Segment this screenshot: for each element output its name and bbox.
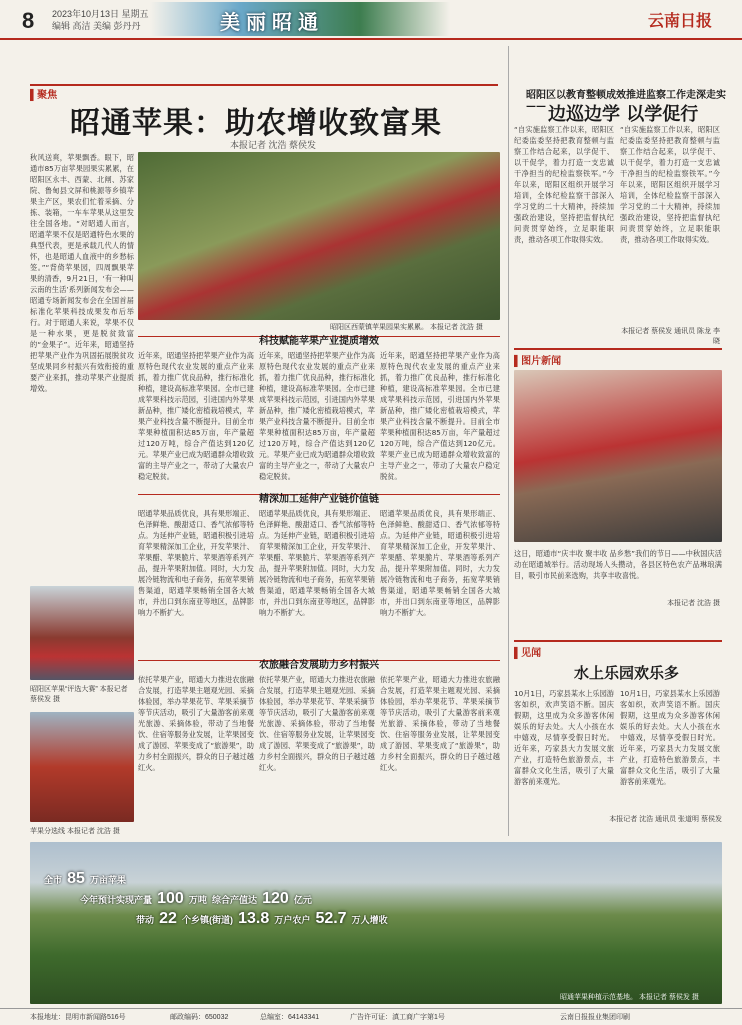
body-col-2c: 昭通苹果品质优良，具有果形端正、色泽鲜艳、酸甜适口、香气浓郁等特点。为延伸产业链，昭通积极引进培育苹果精深加工企业，开发苹果汁、苹果醋、苹果脆片、苹果酒等系列产品，提升苹果附加值。同时，大力发展冷链物流和电子商务，拓宽苹果销售渠道，昭通苹果畅销全国各大城市，并出口到东南亚等地区，品牌影响力不断扩大。	[380, 509, 500, 617]
footer-printer: 云南日报报业集团印刷	[560, 1014, 630, 1021]
body-col-3c: 依托苹果产业，昭通大力推进农旅融合发展，打造苹果主题观光园、采摘体验园，举办苹果花节、苹果采摘节等节庆活动，吸引了大量游客前来观光旅游、采摘体验，带动了当地餐饮、住宿等服务业发展，让苹果园变成了游园、苹果变成了“旅游果”，助力乡村全面振兴，群众的日子越过越红火。	[380, 675, 500, 772]
subheading-2: 精深加工延伸产业链价值链	[259, 494, 379, 505]
subheading-1: 科技赋能苹果产业提质增效	[259, 336, 379, 347]
section-tag: ▌聚焦	[30, 90, 58, 101]
page-footer	[0, 1008, 742, 1025]
photo-caption: 昭阳区苹果“评选大赛” 本报记者 蔡侯发 摄	[30, 686, 128, 703]
jianwen-byline: 本报记者 沈浩 通讯员 张道明 蔡侯发	[609, 816, 722, 823]
apple-orchard-photo	[138, 152, 500, 320]
footer-address: 本报地址：昆明市新闻路516号	[30, 1014, 126, 1021]
column-divider	[508, 46, 509, 836]
divider	[514, 640, 722, 642]
stats-overlay: 全市 85 万亩苹果 今年预计实现产量 100 万吨 综合产值达 120 亿元 带动 22 个乡镇(街道) 13.8 万户农户 52.7 万人增收	[44, 870, 388, 927]
stat-value: 120	[262, 890, 289, 907]
lead-column: 秋风送爽，苹果飘香。眼下，昭通市85万亩苹果园果实累累，在昭阳区永丰、西蒙、北闸、苏家院、鲁甸县文屏和桃源等乡镇苹果主产区，果农们忙着采摘、分拣、装箱，一车车苹果从这里发往全国各地。“对昭通人而言，昭通苹果不仅是昭通特色水果的典型代表，更是承载几代人的情怀，也是昭通人血液中的乡愁标签。”“背倚苹果园，四周飘果苹果的清香，9月21日，‘有一种叫云南的生活’系列新闻发布会——昭通专场新闻发布会在全国首届标准化苹果科技成果发布后举行。对于昭通人来说，苹果不仅是一种水果，更是脱贫致富的“金果子”。近年来，昭通坚持把苹果产业作为巩固拓展脱贫攻坚成果同乡村振兴有效衔接的重要产业来抓，推动苹果产业提质增效。	[30, 153, 134, 393]
right-body-b: “自实施监察工作以来，昭阳区纪委监委坚持把教育整顿与监察工作结合起来，以学促干、以干促学，着力打造一支忠诚干净担当的纪检监察铁军。”今年以来，昭阳区组织开展学习培训，全体纪检监察干部深入学习党的二十大精神，持续加强政治建设，坚持把监督执纪问责贯穿始终，立足职能职责，推动各项工作取得实效。	[620, 125, 720, 244]
harvest-festival-photo	[514, 370, 722, 542]
photo-news-tag: ▌图片新闻	[514, 356, 562, 367]
jianwen-body-b: 10月1日，巧家县某水上乐园游客如织，欢声笑语不断。国庆假期，这里成为众多游客休闲娱乐的好去处。大人小孩在水中嬉戏，尽情享受假日时光。近年来，巧家县大力发展文旅产业，打造特色旅游景点，丰富群众文化生活，吸引了大量游客前来观光。	[620, 689, 720, 786]
byline: 本报记者 沈浩 蔡侯发	[230, 140, 317, 150]
photo-news-byline: 本报记者 沈浩 摄	[667, 600, 720, 607]
photo-news-caption: 这日，昭通市“庆丰收 聚丰收 品乡愁”我们的节日——中秋国庆活动在昭通城举行。活动现场人头攒动，各县区特色农产品琳琅满目，吸引市民前来选购，共享丰收喜悦。	[514, 549, 722, 580]
subheading-3: 农旅融合发展助力乡村振兴	[259, 660, 379, 671]
newspaper-logo: 云南日报	[648, 11, 713, 30]
apple-contest-photo	[30, 586, 134, 680]
banner-title: 美丽昭通	[220, 10, 324, 34]
divider	[514, 348, 722, 350]
footer-license: 广告许可证：滇工商广字第1号	[350, 1014, 445, 1021]
body-col-2a: 昭通苹果品质优良，具有果形端正、色泽鲜艳、酸甜适口、香气浓郁等特点。为延伸产业链，昭通积极引进培育苹果精深加工企业，开发苹果汁、苹果醋、苹果脆片、苹果酒等系列产品，提升苹果附加值。同时，大力发展冷链物流和电子商务，拓宽苹果销售渠道，昭通苹果畅销全国各大城市，并出口到东南亚等地区，品牌影响力不断扩大。	[138, 509, 254, 617]
jianwen-tag: ▌见闻	[514, 648, 542, 659]
jianwen-body-a: 10月1日，巧家县某水上乐园游客如织，欢声笑语不断。国庆假期，这里成为众多游客休闲娱乐的好去处。大人小孩在水中嬉戏，尽情享受假日时光。近年来，巧家县大力发展文旅产业，打造特色旅游景点，丰富群众文化生活，吸引了大量游客前来观光。	[514, 689, 614, 786]
footer-phone: 总编室：64143341	[260, 1014, 320, 1021]
photo-caption: 苹果分选线 本报记者 沈浩 摄	[30, 828, 120, 835]
body-col-1a: 近年来，昭通坚持把苹果产业作为高原特色现代农业发展的重点产业来抓，着力推广优良品种，推行标准化种植，建设高标准苹果园。全市已建成苹果科技示范园，引进国内外苹果新品种，推广矮化密植栽培模式，苹果产业科技含量不断提升。目前全市苹果种植面积达85万亩，年产量超过120万吨，综合产值达到120亿元。苹果产业已成为昭通群众增收致富的主导产业之一，带动了大量农户稳定脱贫。	[138, 351, 254, 481]
body-col-2b: 昭通苹果品质优良，具有果形端正、色泽鲜艳、酸甜适口、香气浓郁等特点。为延伸产业链，昭通积极引进培育苹果精深加工企业，开发苹果汁、苹果醋、苹果脆片、苹果酒等系列产品，提升苹果附加值。同时，大力发展冷链物流和电子商务，拓宽苹果销售渠道，昭通苹果畅销全国各大城市，并出口到东南亚等地区，品牌影响力不断扩大。	[259, 509, 375, 617]
header-meta	[52, 8, 149, 32]
divider	[30, 84, 498, 86]
stat-households: 13.8	[238, 910, 270, 927]
jianwen-title: 水上乐园欢乐多	[574, 664, 680, 682]
stat-acreage: 85	[67, 870, 85, 887]
right-body-a: “自实施监察工作以来，昭阳区纪委监委坚持把教育整顿与监察工作结合起来，以学促干、以干促学，着力打造一支忠诚干净担当的纪检监察铁军。”今年以来，昭阳区组织开展学习培训，全体纪检监察干部深入学习党的二十大精神，持续加强政治建设，坚持把监督执纪问责贯穿始终，立足职能职责，推动各项工作取得实效。	[514, 125, 614, 244]
sorting-line-photo	[30, 712, 134, 822]
body-col-1b: 近年来，昭通坚持把苹果产业作为高原特色现代农业发展的重点产业来抓，着力推广优良品种，推行标准化种植，建设高标准苹果园。全市已建成苹果科技示范园，引进国内外苹果新品种，推广矮化密植栽培模式，苹果产业科技含量不断提升。目前全市苹果种植面积达85万亩，年产量超过120万吨，综合产值达到120亿元。苹果产业已成为昭通群众增收致富的主导产业之一，带动了大量农户稳定脱贫。	[259, 351, 375, 481]
page-number: 8	[22, 8, 35, 33]
photo-caption: 昭通苹果种植示范基地。 本报记者 蔡侯发 摄	[560, 994, 699, 1001]
stat-people: 52.7	[315, 910, 347, 927]
issue-date: 2023年10月13日 星期五	[52, 9, 149, 19]
right-byline: 本报记者 蔡侯发 通讯员 陈龙 李晓	[621, 328, 720, 345]
headline: 昭通苹果：助农增收致富果	[70, 106, 442, 141]
right-title: 边巡边学 以学促行	[548, 104, 699, 125]
right-kicker: 昭阳区以教育整顿成效推进监察工作走深走实——	[526, 90, 726, 112]
editor-credit: 编辑 高洁 美编 彭丹丹	[52, 21, 141, 31]
body-col-1c: 近年来，昭通坚持把苹果产业作为高原特色现代农业发展的重点产业来抓，着力推广优良品种，推行标准化种植，建设高标准苹果园。全市已建成苹果科技示范园，引进国内外苹果新品种，推广矮化密植栽培模式，苹果产业科技含量不断提升。目前全市苹果种植面积达85万亩，年产量超过120万吨，综合产值达到120亿元。苹果产业已成为昭通群众增收致富的主导产业之一，带动了大量农户稳定脱贫。	[380, 351, 500, 481]
stat-towns: 22	[159, 910, 177, 927]
footer-postcode: 邮政编码：650032	[170, 1014, 229, 1021]
body-col-3b: 依托苹果产业，昭通大力推进农旅融合发展，打造苹果主题观光园、采摘体验园，举办苹果花节、苹果采摘节等节庆活动，吸引了大量游客前来观光旅游、采摘体验，带动了当地餐饮、住宿等服务业发展，让苹果园变成了游园、苹果变成了“旅游果”，助力乡村全面振兴，群众的日子越过越红火。	[259, 675, 375, 772]
photo-caption: 昭阳区西蒙镇苹果园果实累累。 本报记者 沈浩 摄	[330, 324, 483, 331]
stat-output: 100	[157, 890, 184, 907]
body-col-3a: 依托苹果产业，昭通大力推进农旅融合发展，打造苹果主题观光园、采摘体验园，举办苹果花节、苹果采摘节等节庆活动，吸引了大量游客前来观光旅游、采摘体验，带动了当地餐饮、住宿等服务业发展，让苹果园变成了游园、苹果变成了“旅游果”，助力乡村全面振兴，群众的日子越过越红火。	[138, 675, 254, 772]
